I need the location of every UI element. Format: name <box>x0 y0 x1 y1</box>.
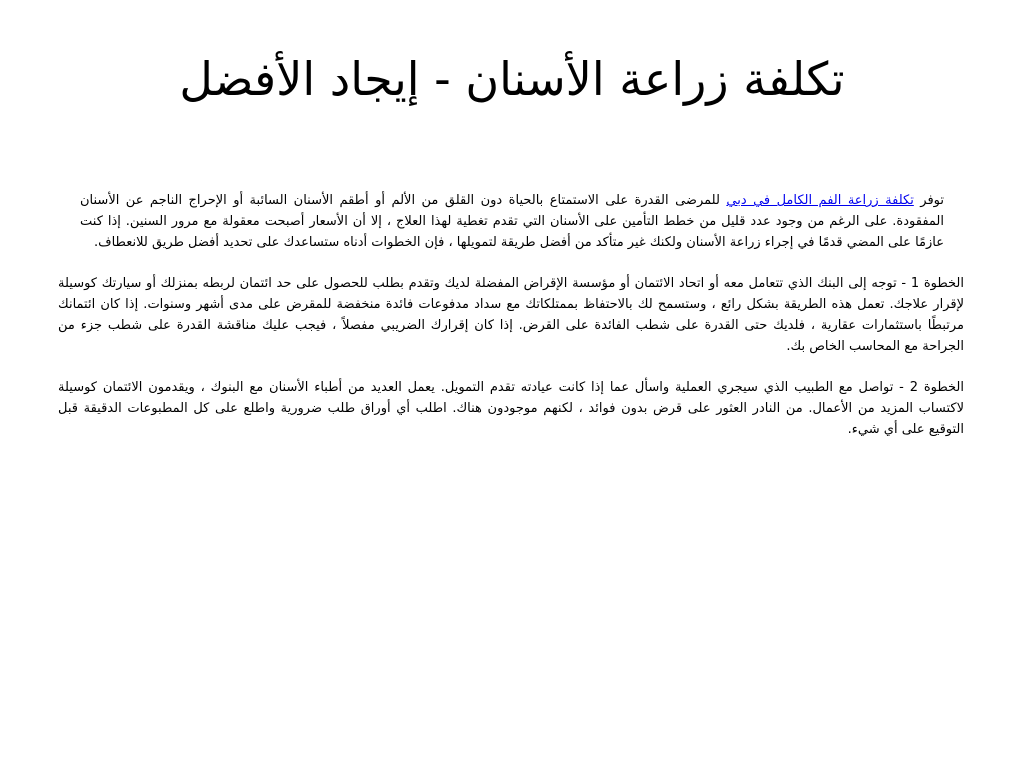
dental-implant-cost-link[interactable]: تكلفة زراعة الفم الكامل في دبي <box>726 193 914 208</box>
paragraph-intro-after-link: للمرضى القدرة على الاستمتاع بالحياة دون القلق من الألم أو أطقم الأسنان السائبة أو الإحراج الناجم عن الأسنان المفقودة. على الرغم من وجود عدد قليل من خطط التأمين على الأسنان التي تقدم تغطية لهذا العلاج ، إلا أن الأسعار أصبحت معقولة مع مرور السنين. إذا كنت عازمًا على المضي قدمًا في إجراء زراعة الأسنان ولكنك غير متأكد من أفضل طريقة لتمويلها ، فإن الخطوات أدناه ستساعدك على تحديد أفضل طريق للانعطاف. <box>80 193 944 250</box>
page-title: تكلفة زراعة الأسنان - إيجاد الأفضل <box>179 52 845 106</box>
paragraph-intro-before-link: توفر <box>913 193 944 208</box>
article-body <box>58 190 964 460</box>
paragraph-step-2: الخطوة 2 - تواصل مع الطبيب الذي سيجري العملية واسأل عما إذا كانت عيادته تقدم التمويل. يعمل العديد من أطباء الأسنان مع البنوك ، ويقدمون الائتمان كوسيلة لاكتساب المزيد من الأعمال. من النادر العثور على قرض بدون فوائد ، لكنهم موجودون هناك. اطلب أي أوراق طلب ضرورية واطلع على كل المطبوعات الدقيقة قبل التوقيع على أي شيء. <box>58 380 964 437</box>
paragraph-step-1: الخطوة 1 - توجه إلى البنك الذي تتعامل معه أو اتحاد الائتمان أو مؤسسة الإقراض المفضلة لديك وتقدم بطلب للحصول على حد ائتمان لربطه بمنزلك أو سيارتك كوسيلة لإقرار علاجك. تعمل هذه الطريقة بشكل رائع ، وستسمح لك بالاحتفاظ بممتلكاتك مع سداد مدفوعات فائدة منخفضة للمقرض على مدى أشهر وسنوات. إذا كان ائتمانك مرتبطًا باستثمارات عقارية ، فلديك حتى القدرة على شطب الفائدة على القرض. إذا كان إقرارك الضريبي مفصلاً ، فيجب عليك مناقشة القدرة على شطب جزء من الجراحة مع المحاسب الخاص بك. <box>58 276 964 354</box>
paragraph-intro <box>80 190 944 253</box>
